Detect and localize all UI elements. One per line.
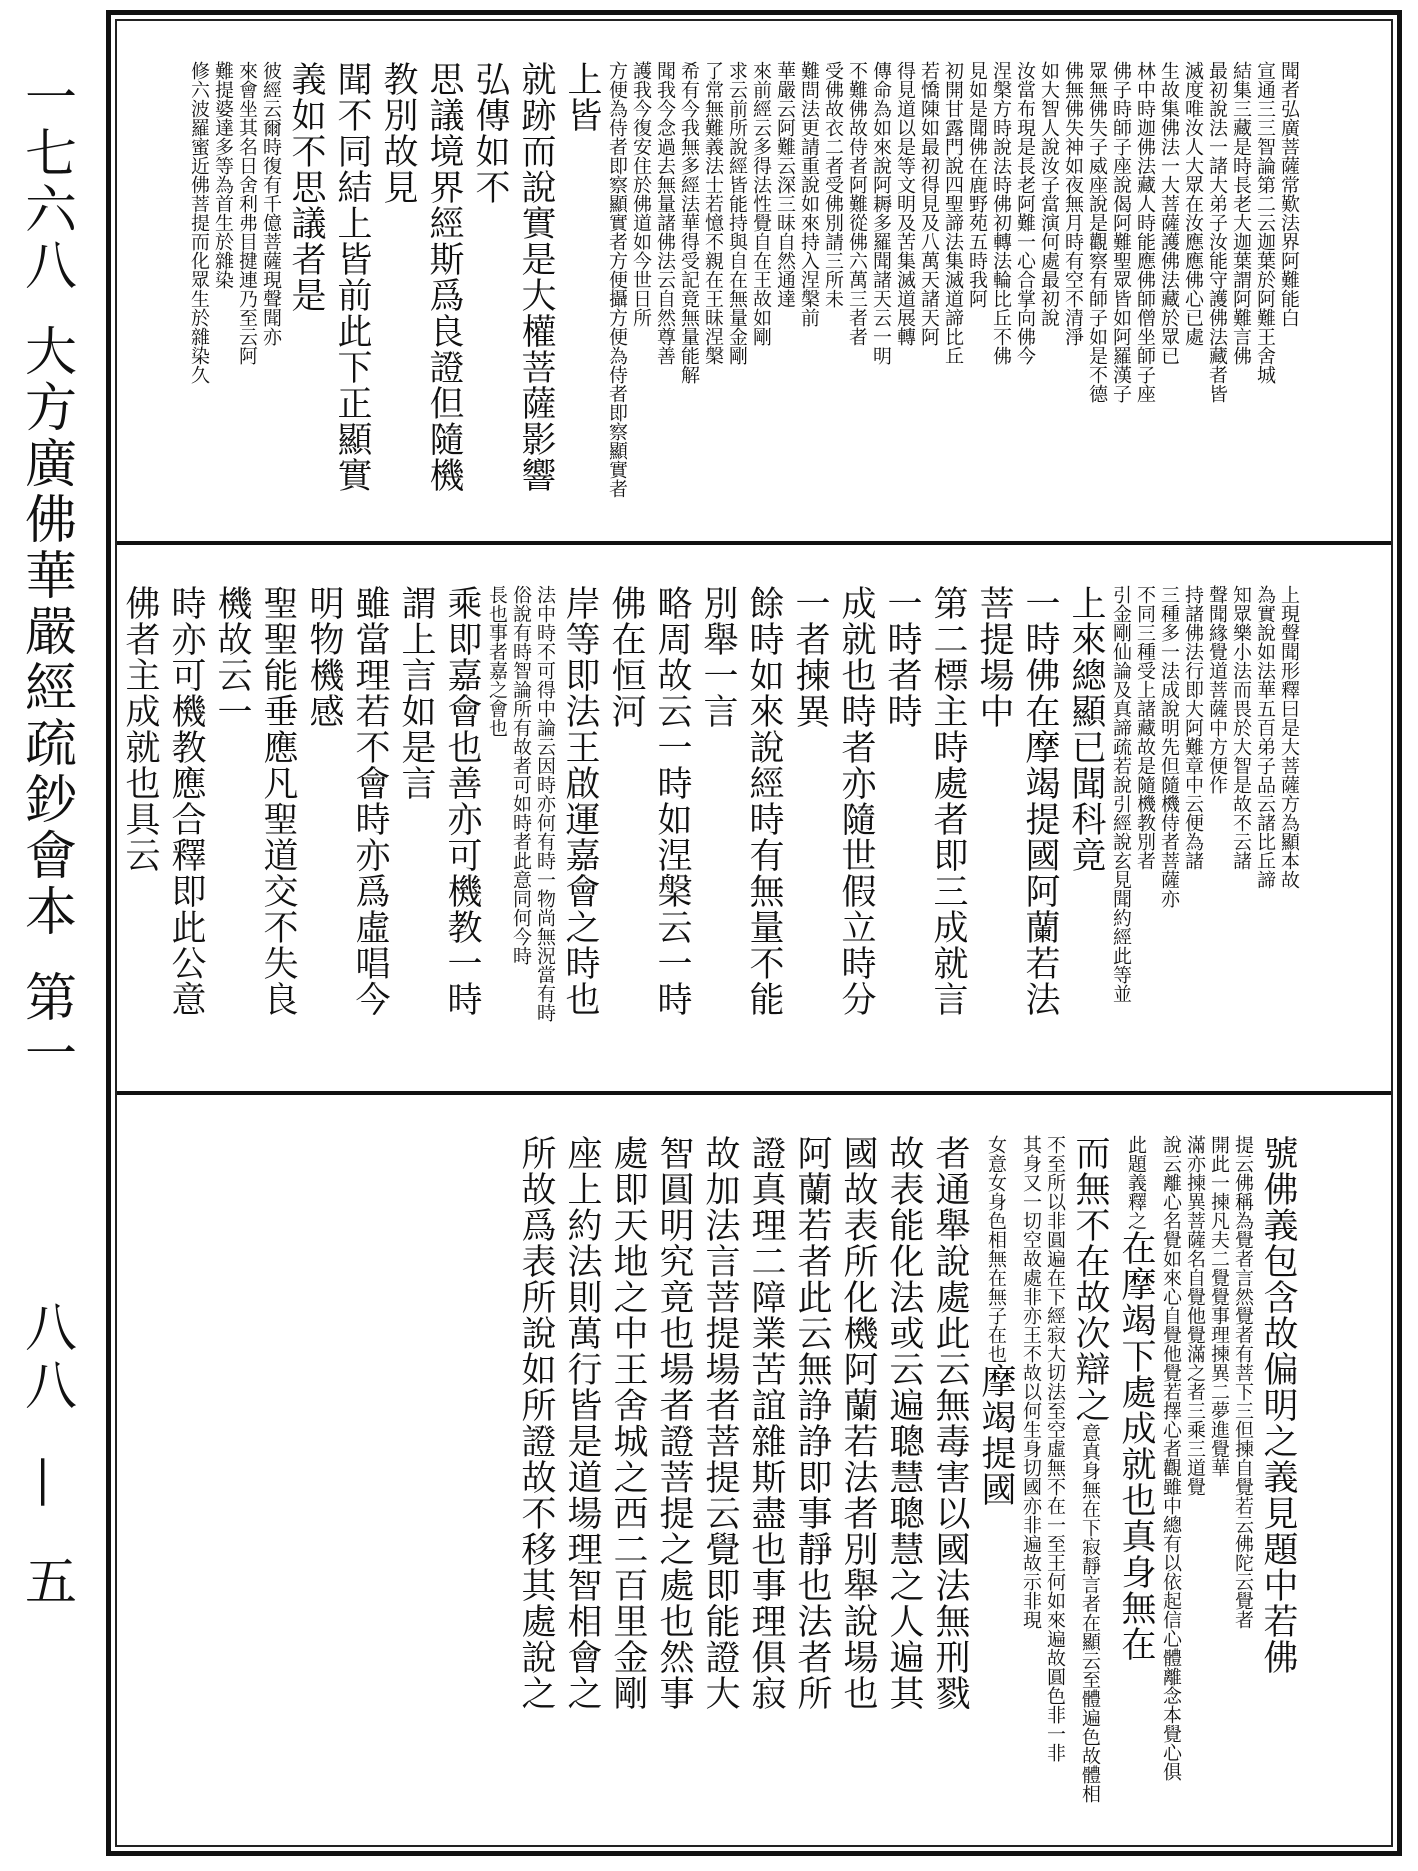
text-column: 略周故云一時如涅槃云一時佛在恒河 <box>606 585 692 1017</box>
text-column: 上皆 <box>562 61 602 133</box>
text-column: 所故爲表所說如所證故不移其處說之 <box>516 1135 556 1711</box>
commentary-column: 滅度唯汝人大眾在汝應應佛心已處 <box>1182 61 1204 346</box>
commentary-column: 知眾樂小法而畏於大智是故不云諸 <box>1230 585 1252 870</box>
page-number-bottom-a: 八八 <box>15 1300 76 1416</box>
commentary-column: 宣通三三智論第二云迦葉於阿難王舍城 <box>1254 61 1276 384</box>
commentary-column: 提云佛稱為覺者言然覺者有菩下 <box>1232 1135 1254 1401</box>
commentary-column: 彼經云爾時復有千億菩薩現聲聞亦 <box>260 61 282 346</box>
text-column: 號佛義包含故偏明之義見題中若佛 <box>1258 1135 1298 1675</box>
text-column: 第二標主時處者即三成就言一時者時 <box>882 585 968 1017</box>
commentary-column: 云至體遍色故體相 <box>1079 1651 1101 1803</box>
commentary-column: 持諸佛法行即大阿難章中云便為諸 <box>1182 585 1204 870</box>
text-column: 就跡而說實是大權菩薩影響弘傳如不 <box>470 61 556 493</box>
commentary-column: 不同三種受上諸藏故是隨機教別者 <box>1134 585 1156 870</box>
commentary-column: 切法至空虛無不在一至 <box>1044 1363 1066 1553</box>
commentary-column: 三種多一法成說明先但隨機侍者菩薩亦 <box>1158 585 1180 908</box>
commentary-column: 其身又一切空故處非亦王不 <box>1020 1135 1042 1363</box>
commentary-column: 方便攝方便為侍者即察顯實者 <box>606 251 628 498</box>
commentary-column: 長也事者嘉之會也 <box>486 585 508 737</box>
commentary-column: 求云前所說經皆能持與自在無量金剛 <box>726 61 748 365</box>
commentary-column: 不至所以非圓遍在下經寂大 <box>1044 1135 1066 1363</box>
volume-label: 第一 <box>15 970 76 1082</box>
text-column: 一時佛在摩竭提國阿蘭若法菩提場中 <box>974 585 1060 1017</box>
text-column: 成就也時者亦隨世假立時分一者揀異 <box>790 585 876 1017</box>
commentary-column: 佛子時師子座說偈阿難聖眾皆如阿羅漢子 <box>1110 61 1132 403</box>
text-panel-top <box>117 21 1391 541</box>
commentary-column: 引金剛仙論及真諦疏若說引經說玄見聞約 <box>1110 585 1132 927</box>
commentary-column: 受佛故衣二者受佛別請三所未 <box>822 61 844 308</box>
page-number-bottom-b: 五 <box>15 1554 76 1612</box>
commentary-column: 傳命為如來說阿耨多羅聞諸天云一明 <box>870 61 892 365</box>
text-column: 聖聖能垂應凡聖道交不失良機故云一 <box>212 585 298 1017</box>
text-column: 故加法言菩提場者菩提云覺即能證大 <box>700 1135 740 1711</box>
commentary-column: 希有今我無多經法華得受記竟無量能解 <box>678 61 700 384</box>
text-column: 阿蘭若者此云無諍諍即事靜也法者所 <box>792 1135 832 1711</box>
text-column: 餘時如來說經時有無量不能別舉一言 <box>698 585 784 1017</box>
text-column: 在摩竭下處成就也真身無在 <box>1116 1230 1156 1662</box>
text-column: 時亦可機教應合釋即此公意佛者主成就也具云 <box>120 585 206 1017</box>
page-number-separator: — <box>16 1456 76 1514</box>
commentary-column: 佛無佛失神如夜無月時有空不清淨 <box>1062 61 1084 346</box>
commentary-column: 汝當布現是長老阿難一心合掌向佛今 <box>1014 61 1036 365</box>
commentary-column: 了常無難義法士若憶不親在王昧涅槃 <box>702 61 724 365</box>
commentary-column: 不難佛故侍者阿難從佛六萬三者者 <box>846 61 868 346</box>
commentary-column: 涅槃方時說法時佛初轉法輪比丘不佛 <box>990 61 1012 365</box>
commentary-column: 女意女身色相無在無子在也 <box>985 1135 1007 1363</box>
commentary-column: 初開甘露門說四聖諦法集滅道諦比丘 <box>942 61 964 365</box>
text-panel-middle <box>117 545 1391 1091</box>
text-column: 雖當理若不會時亦爲虛唱今明物機感 <box>304 585 390 1017</box>
left-margin <box>6 70 86 1270</box>
text-column: 而無不在故次辯之 <box>1070 1135 1110 1423</box>
commentary-column: 意真身無在下 <box>1079 1423 1101 1537</box>
commentary-column: 修六波羅蜜近佛菩提而化眾生於雜染久 <box>188 61 210 384</box>
text-column: 乘即嘉會也善亦可機教一時謂上言如是言 <box>396 585 482 1017</box>
commentary-column: 見如是聞佛在鹿野苑五時我阿 <box>966 61 988 308</box>
commentary-column: 上現聲聞形釋曰是大菩薩方為顯本故 <box>1278 585 1300 889</box>
commentary-column: 可如時者此意同何今時 <box>510 775 532 965</box>
commentary-column: 何有時一物尚無況當有時 <box>534 813 556 1022</box>
text-column: 摩竭提國 <box>976 1363 1016 1507</box>
page-number-footer <box>6 1300 86 1820</box>
commentary-column: 生故集佛法一大菩薩護佛法藏於眾已 <box>1158 61 1180 365</box>
commentary-column: 說云離心名覺如來心自覺他覺若擇心者觀 <box>1160 1135 1182 1477</box>
text-column: 者通舉說處此云無毒害以國法無刑戮 <box>930 1135 970 1711</box>
text-column: 座上約法則萬行皆是道場理智相會之 <box>562 1135 602 1711</box>
commentary-column: 得見道以是等文明及苦集滅道展轉 <box>894 61 916 346</box>
commentary-column: 眾無佛失子威座說是觀察有師子如是不德 <box>1086 61 1108 403</box>
text-column: 故表能化法或云遍聰慧聰慧之人遍其 <box>884 1135 924 1711</box>
commentary-column: 若憍陳如最初得見及八萬天諸天阿 <box>918 61 940 346</box>
commentary-column: 開此一揀凡夫二覺覺事理揀異二夢進覺華 <box>1208 1135 1230 1477</box>
commentary-column: 寂靜言者在顯 <box>1079 1537 1101 1651</box>
commentary-column: 護我今復安住於佛道如今世日所 <box>630 61 652 327</box>
commentary-column: 聞我今念過去無量諸佛法云自然尊善 <box>654 61 676 365</box>
commentary-column: 故以何生身切國亦非遍故示非現 <box>1020 1363 1042 1629</box>
commentary-column: 來前經云多得法性覺自在王故如剛 <box>750 61 772 346</box>
commentary-column: 來會坐其名日舍利弗目揵連乃至云阿 <box>236 61 258 365</box>
commentary-column: 難問法更請重說如來持入涅槃前 <box>798 61 820 327</box>
text-column: 岸等即法王啟運嘉會之時也 <box>560 585 600 1017</box>
commentary-column: 此題義釋之 <box>1125 1135 1147 1230</box>
book-title: 大方廣佛華嚴經疏鈔會本 <box>15 324 76 940</box>
text-column: 智圓明究竟也場者證菩提之處也然事 <box>654 1135 694 1711</box>
text-column: 國故表所化機阿蘭若法者別舉說場也 <box>838 1135 878 1711</box>
commentary-column: 方便為侍者即察顯實者 <box>606 61 628 251</box>
commentary-column: 最初說法一諸大弟子汝能守護佛法藏者皆 <box>1206 61 1228 403</box>
commentary-column: 華嚴云阿難云深三昧自然通達 <box>774 61 796 308</box>
commentary-column: 俗說有時智論所有故者 <box>510 585 532 775</box>
inner-frame <box>115 19 1393 1847</box>
commentary-column: 林中時迦佛法藏人時能應佛師僧坐師子座 <box>1134 61 1156 403</box>
commentary-column: 聞者弘廣菩薩常歎法界阿難能白 <box>1278 61 1300 327</box>
commentary-column: 滿亦揀異菩薩名自覺他覺滿之者三乘三道覺 <box>1184 1135 1206 1496</box>
commentary-column: 法中時不可得中論云因時亦 <box>534 585 556 813</box>
text-column: 處即天地之中王舍城之西二百里金剛 <box>608 1135 648 1711</box>
page-frame <box>106 10 1402 1856</box>
text-column: 聞不同結上皆前此下正顯實義如不思議者是 <box>286 61 372 493</box>
text-column: 上來總顯已聞科竟 <box>1066 585 1106 873</box>
commentary-column: 雖中總有以依起信心體離念本覺心俱 <box>1160 1477 1182 1781</box>
page-number-top: 一七六八 <box>15 70 76 294</box>
commentary-column: 經此等並 <box>1110 927 1132 1003</box>
commentary-column: 為實說如法華五百弟子品云諸比丘諦 <box>1254 585 1276 889</box>
commentary-column: 三但揀自覺若云佛陀云覺者 <box>1232 1401 1254 1629</box>
commentary-column: 結集三藏是時長老大迦葉謂阿難言佛 <box>1230 61 1252 365</box>
commentary-column: 如大智人說汝子當演何處最初說 <box>1038 61 1060 327</box>
text-column: 證真理二障業苦誼雜斯盡也事理俱寂 <box>746 1135 786 1711</box>
commentary-column: 王何如來遍故圓色非一非 <box>1044 1553 1066 1762</box>
commentary-column: 聲聞緣覺道菩薩中方便作 <box>1206 585 1228 794</box>
commentary-column: 難提婆達多等為首生於雜染 <box>212 61 234 289</box>
text-panel-bottom <box>117 1095 1391 1851</box>
text-column: 思議境界經斯爲良證但隨機教別故見 <box>378 61 464 493</box>
